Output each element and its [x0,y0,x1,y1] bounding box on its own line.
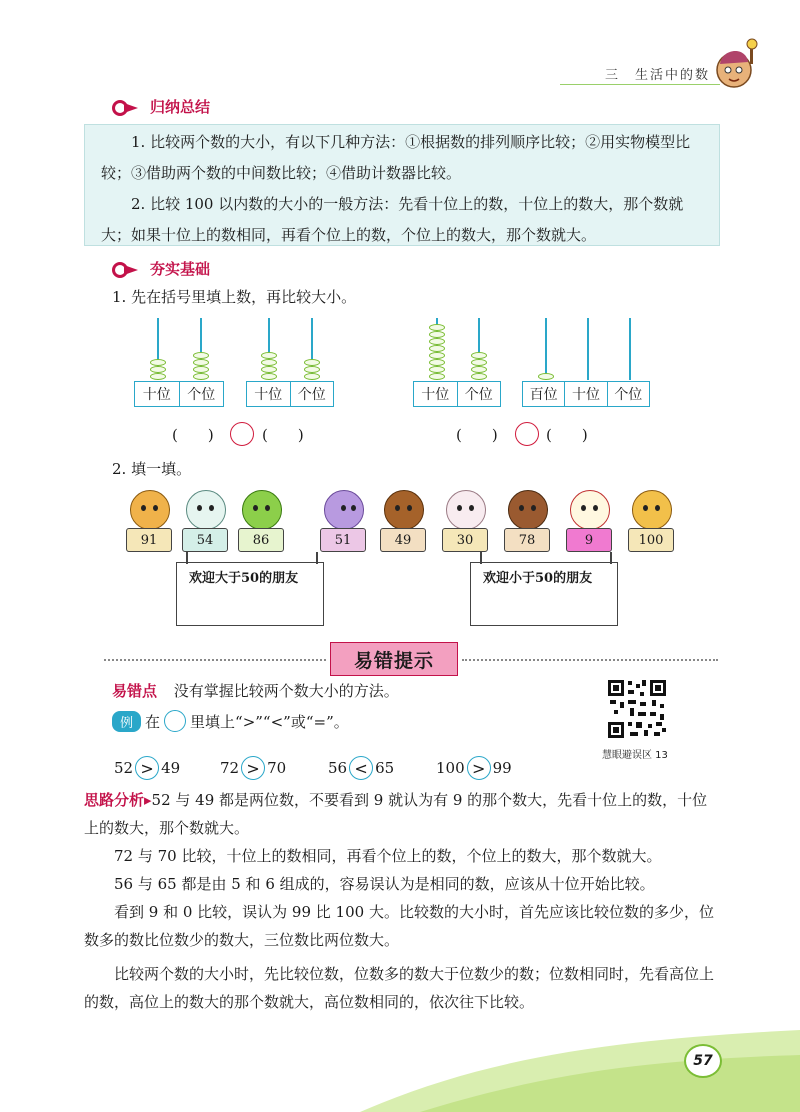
answer-paren-4[interactable]: ( ) [546,426,588,444]
example-2-b: 70 [267,759,287,777]
mascot-icon [712,36,764,92]
example-1-a: 52 [114,759,134,777]
example-4 [436,756,512,780]
label-ones: 个位 [187,387,216,403]
arrow-eye-icon [112,261,142,277]
example-3-a: 56 [328,759,348,777]
compare-circle-1[interactable] [230,422,254,446]
example-2-op: > [241,756,265,780]
welcome-board-greater[interactable] [176,562,324,626]
qr-caption: 慧眼避误区 13 [602,750,668,761]
warning-banner: 易错提示 [330,642,458,676]
page-number: 57 [684,1044,722,1078]
analysis-label: 思路分析 [84,791,145,809]
summary-box [84,124,720,246]
basics-heading [112,258,210,279]
summary-heading [112,96,210,117]
summary-point-2: 2. 比较 100 以内数的大小的一般方法：先看十位上的数，十位上的数大，那个数就大；如果十位上的数相同，再看个位上的数，个位上的数大，那个数就大。 [101,195,684,244]
example-line [112,710,349,732]
number-tag: 9 [566,528,612,552]
number-tag: 86 [238,528,284,552]
summary-heading-text: 归纳总结 [150,98,211,116]
label-hundreds: 百位 [523,382,565,406]
triangle-icon: ▸ [144,791,152,809]
animal-sheep [442,490,488,554]
question-2: 2. 填一填。 [112,460,192,478]
rabbit-icon [186,490,226,530]
error-point-text: 没有掌握比较两个数大小的方法。 [173,682,399,700]
dotted-divider-right [462,659,718,661]
summary-point-1: 1. 比较两个数的大小，有以下几种方法：①根据数的排列顺序比较；②用实物模型比较；③借助两个数的中间数比较；④借助计数器比较。 [101,133,691,182]
dotted-divider-left [104,659,326,661]
example-3-b: 65 [375,759,395,777]
dragon-icon [242,490,282,530]
answer-paren-3[interactable]: ( ) [456,426,498,444]
rooster-icon [570,490,610,530]
example-3-op: < [349,756,373,780]
label-ones: 个位 [614,387,643,403]
compare-circle-2[interactable] [515,422,539,446]
qr-code-icon[interactable] [606,678,668,740]
analysis-3: 56 与 65 都是由 5 和 6 组成的，容易误认为是相同的数，应该从十位开始比较。 [114,875,655,893]
welcome-less-label: 欢迎小于50的朋友 [483,571,593,586]
animal-snake [320,490,366,554]
number-tag: 51 [320,528,366,552]
analysis-2: 72 与 70 比较，十位上的数相同，再看个位上的数，个位上的数大，那个数就大。 [114,847,662,865]
answer-paren-1[interactable]: ( ) [172,426,214,444]
welcome-greater-label: 欢迎大于50的朋友 [189,571,299,586]
snake-icon [324,490,364,530]
blank-circle-icon [164,710,186,732]
example-4-b: 99 [492,759,512,777]
example-3 [328,756,394,780]
label-tens: 十位 [414,382,458,406]
animal-monkey [504,490,550,554]
example-text-b: 里填上“>”“<”或“=”。 [190,712,349,731]
horse-icon [384,490,424,530]
header-rule [560,84,720,85]
number-tag: 78 [504,528,550,552]
animal-dog [628,490,674,554]
answer-paren-2[interactable]: ( ) [262,426,304,444]
label-ones: 个位 [297,387,326,403]
monkey-icon [508,490,548,530]
number-tag: 49 [380,528,426,552]
number-tag: 54 [182,528,228,552]
error-point-label: 易错点 [112,682,158,700]
animal-cow [126,490,172,554]
error-point [112,680,399,701]
example-4-a: 100 [436,759,465,777]
example-text-a: 在 [145,712,161,731]
example-1 [114,756,180,780]
chapter-title: 三 生活中的数 [604,68,710,83]
arrow-eye-icon [112,99,142,115]
analysis-block [84,786,720,1016]
example-1-b: 49 [161,759,181,777]
question-1: 1. 先在括号里填上数，再比较大小。 [112,288,357,306]
example-2 [220,756,286,780]
example-4-op: > [467,756,491,780]
number-tag: 100 [628,528,674,552]
cow-icon [130,490,170,530]
example-badge: 例 [112,711,141,732]
analysis-4: 看到 9 和 0 比较，误认为 99 比 100 大。比较数的大小时，首先应该比较位数的多少，位数多的数比位数少的数大，三位数比两位数大。 [84,903,714,949]
animal-rabbit [182,490,228,554]
animal-rooster [566,490,612,554]
example-2-a: 72 [220,759,240,777]
label-ones: 个位 [464,387,493,403]
example-1-op: > [135,756,159,780]
label-tens: 十位 [247,382,291,406]
dog-icon [632,490,672,530]
analysis-5: 比较两个数的大小时，先比较位数，位数多的数大于位数少的数；位数相同时，先看高位上的数，高位上的数大的那个数就大，高位数相同的，依次往下比较。 [84,965,715,1011]
number-tag: 30 [442,528,488,552]
welcome-board-less[interactable] [470,562,618,626]
basics-heading-text: 夯实基础 [150,260,211,278]
analysis-1: 52 与 49 都是两位数，不要看到 9 就认为有 9 的那个数大，先看十位上的数，十位上的数大，那个数就大。 [84,791,708,837]
label-tens: 十位 [135,382,180,406]
animal-dragon [238,490,284,554]
number-tag: 91 [126,528,172,552]
animal-horse [380,490,426,554]
sheep-icon [446,490,486,530]
label-tens: 十位 [565,382,607,406]
